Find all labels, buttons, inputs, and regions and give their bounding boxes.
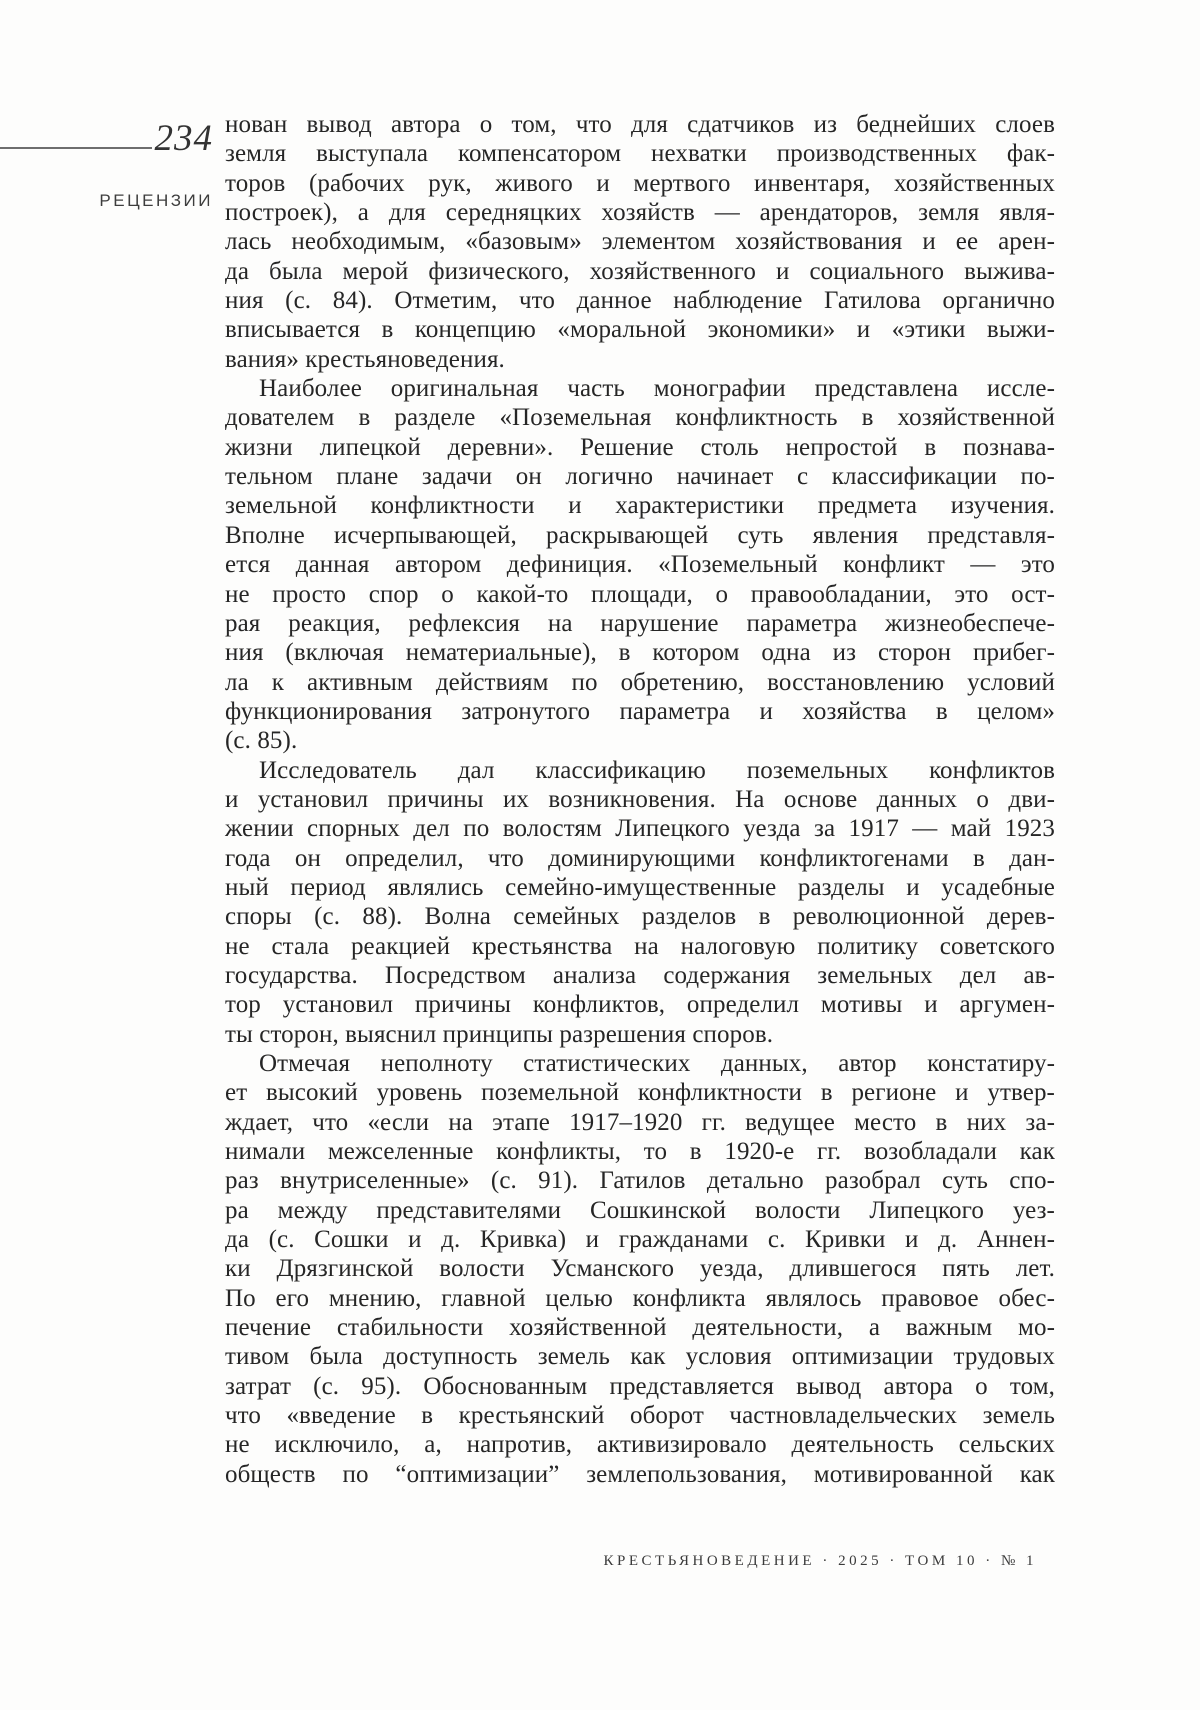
text-line: споры (с. 88). Волна семейных разделов в революционной дерев- (225, 903, 1055, 931)
text-line: Вполне исчерпывающей, раскрывающей суть явления представля- (225, 521, 1055, 549)
section-label: РЕЦЕНЗИИ (99, 191, 213, 210)
text-line: не исключило, а, напротив, активизировало деятельность сельских (225, 1431, 1055, 1459)
text-line: ждает, что «если на этапе 1917–1920 гг. ведущее место в них за- (225, 1108, 1055, 1136)
text-line: лась необходимым, «базовым» элементом хозяйствования и ее арен- (225, 228, 1055, 256)
text-line: затрат (с. 95). Обоснованным представляется вывод автора о том, (225, 1372, 1055, 1400)
text-line: По его мнению, главной целью конфликта являлось правовое обес- (225, 1284, 1055, 1312)
text-line: ный период являлись семейно-имущественные разделы и усадебные (225, 873, 1055, 901)
text-line: построек), а для середняцких хозяйств — арендаторов, земля явля- (225, 199, 1055, 227)
text-line: не стала реакцией крестьянства на налоговую политику советского (225, 932, 1055, 960)
text-line: Наиболее оригинальная часть монографии представлена иссле- (259, 375, 1055, 403)
text-line: нован вывод автора о том, что для сдатчиков из беднейших слоев (225, 111, 1055, 138)
text-line: вписывается в концепцию «моральной экономики» и «этики выжи- (225, 316, 1055, 344)
text-line: ра между представителями Сошкинской волости Липецкого уез- (225, 1196, 1055, 1224)
text-line: (с. 85). (225, 727, 298, 755)
text-line: Исследователь дал классификацию поземельных конфликтов (259, 756, 1055, 784)
text-line: не просто спор о какой-то площади, о правообладании, это ост- (225, 580, 1055, 608)
text-line: Отмечая неполноту статистических данных, автор констатиру- (259, 1050, 1055, 1077)
text-line: да (с. Сошки и д. Кривка) и гражданами с. Кривки и д. Аннен- (225, 1226, 1055, 1254)
text-line: тельном плане задачи он логично начинает с классификации по- (225, 463, 1055, 491)
text-line: ла к активным действиям по обретению, восстановлению условий (225, 668, 1055, 696)
text-line: государства. Посредством анализа содержания земельных дел ав- (225, 961, 1055, 989)
text-line: дователем в разделе «Поземельная конфликтность в хозяйственной (225, 404, 1055, 432)
text-line: торов (рабочих рук, живого и мертвого инвентаря, хозяйственных (225, 169, 1055, 197)
text-line: что «введение в крестьянский оборот частновладельческих земель (225, 1402, 1055, 1430)
text-line: и установил причины их возникновения. На основе данных о дви- (225, 785, 1055, 813)
text-line: ния (включая нематериальные), в котором одна из сторон прибег- (225, 639, 1055, 667)
text-line: рая реакция, рефлексия на нарушение параметра жизнеобеспече- (225, 609, 1055, 637)
text-line: да была мерой физического, хозяйственного и социального выжива- (225, 257, 1055, 285)
text-line: жении спорных дел по волостям Липецкого уезда за 1917 — май 1923 (225, 815, 1055, 843)
text-line: ния (с. 84). Отметим, что данное наблюдение Гатилова органично (225, 287, 1055, 315)
text-line: обществ по “оптимизации” землепользования, мотивированной как (225, 1460, 1055, 1488)
text-line: года он определил, что доминирующими конфликтогенами в дан- (225, 844, 1055, 872)
text-line: земельной конфликтности и характеристики предмета изучения. (225, 492, 1055, 520)
text-line: жизни липецкой деревни». Решение столь непростой в познава- (225, 433, 1055, 461)
text-line: печение стабильности хозяйственной деятельности, а важным мо- (225, 1314, 1055, 1342)
text-line: земля выступала компенсатором нехватки производственных фак- (225, 140, 1055, 168)
running-footer: КРЕСТЬЯНОВЕДЕНИЕ · 2025 · ТОМ 10 · № 1 (603, 1553, 1037, 1569)
text-line: вания» крестьяноведения. (225, 345, 505, 373)
text-line: ки Дрязгинской волости Усманского уезда, длившегося пять лет. (225, 1255, 1055, 1283)
text-line: раз внутриселенные» (с. 91). Гатилов детально разобрал суть спо- (225, 1167, 1055, 1195)
text-line: тор установил причины конфликтов, определил мотивы и аргумен- (225, 991, 1055, 1019)
text-line: ется данная автором дефиниция. «Поземельный конфликт — это (225, 551, 1055, 579)
text-line: нимали межселенные конфликты, то в 1920-е гг. возобладали как (225, 1138, 1055, 1166)
text-line: ет высокий уровень поземельной конфликтности в регионе и утвер- (225, 1079, 1055, 1107)
page-number: 234 (154, 118, 213, 159)
text-line: ты сторон, выяснил принципы разрешения споров. (225, 1020, 774, 1048)
text-line: тивом была доступность земель как условия оптимизации трудовых (225, 1343, 1055, 1371)
article-body (225, 110, 1055, 1489)
text-line: функционирования затронутого параметра и хозяйства в целом» (225, 697, 1055, 725)
